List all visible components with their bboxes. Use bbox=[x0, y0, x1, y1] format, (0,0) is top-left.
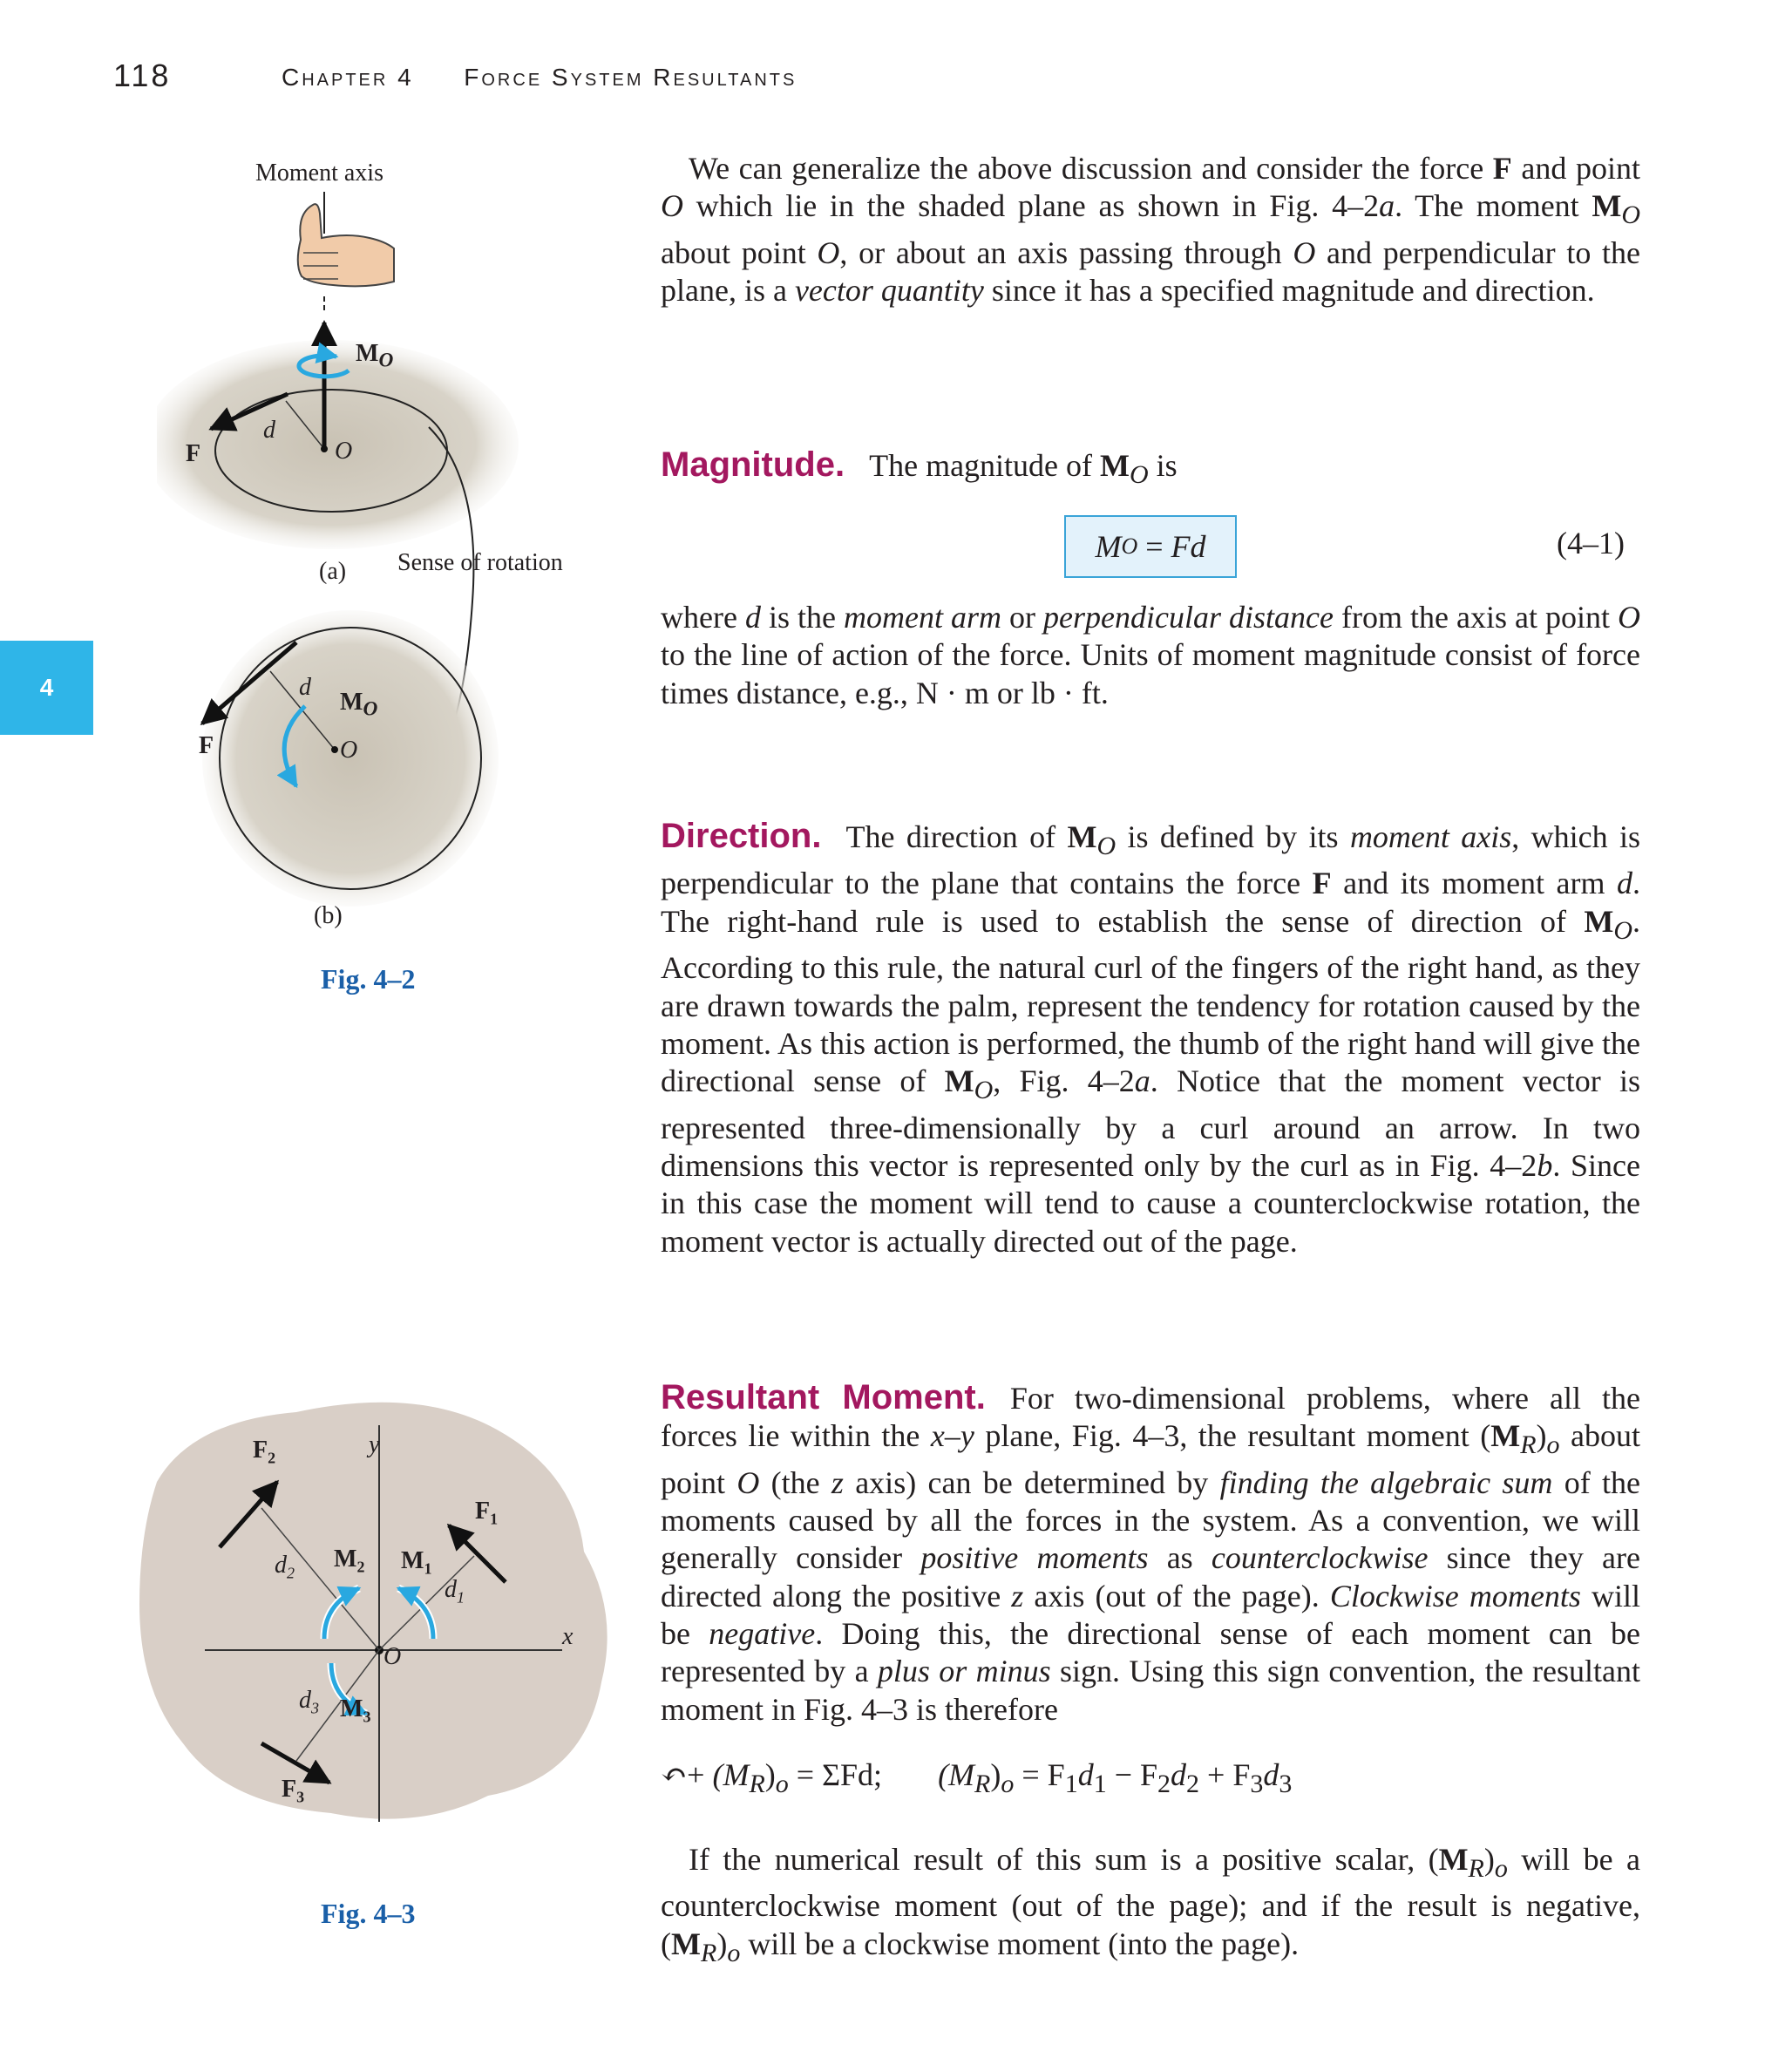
conclusion-paragraph: If the numerical result of this sum is a positive scalar, $(M_R)_o$ will be a counterclockwise moment (out of the page); and if the result is negative, $(M_R)_o$ will be a clockwise moment (into the page). bbox=[661, 1842, 1640, 1967]
magnitude-section: Magnitude. The magnitude of $M_O$ is bbox=[661, 445, 1178, 490]
magnitude-paragraph: where d is the moment arm or perpendicular distance from the axis at point O to the line of action of the force. Units of moment magnitude consist of force times distance, e.g., N · m or lb · ft. bbox=[661, 600, 1640, 710]
label-o-b: O bbox=[340, 737, 358, 764]
label-d3: $d_3$ bbox=[299, 1687, 319, 1717]
label-f-b: F bbox=[199, 732, 214, 759]
label-o-a: O bbox=[335, 438, 353, 465]
intro-paragraph: We can generalize the above discussion and consider the force F and point O which lie in the shaded plane as shown in Fig. 4–2a. The moment $M_O$ about point O, or about an axis passing through O and perpendicular to the plane, is a vector quantity since it has a specified magnitude and direction. bbox=[661, 151, 1641, 309]
label-mo-b: $M_O$ bbox=[340, 689, 378, 721]
right-hand-icon bbox=[298, 204, 394, 286]
equation-number: (4–1) bbox=[1557, 526, 1625, 560]
chapter-label: Chapter 4 bbox=[282, 64, 414, 91]
resultant-equation: ↶+ $(M_R)_o = \Sigma Fd$; $(M_R)_o = F_1d_1 - F_2d_2 + F_3d_3$ bbox=[661, 1757, 1293, 1799]
caption-fig-4-2: Fig. 4–2 bbox=[321, 963, 416, 995]
direction-heading: Direction. bbox=[661, 817, 822, 855]
chapter-tab-label: 4 bbox=[39, 674, 54, 701]
label-d2: $d_2$ bbox=[275, 1552, 295, 1582]
label-f1: $F_1$ bbox=[475, 1498, 499, 1528]
chapter-heading bbox=[282, 64, 797, 92]
label-b: (b) bbox=[314, 902, 343, 929]
label-f2: $F_2$ bbox=[253, 1437, 276, 1467]
label-a: (a) bbox=[319, 558, 347, 585]
magnitude-heading: Magnitude. bbox=[661, 445, 845, 484]
label-f3: $F_3$ bbox=[282, 1776, 305, 1806]
chapter-title: Force System Resultants bbox=[464, 64, 797, 91]
label-sense-of-rotation: Sense of rotation bbox=[397, 549, 563, 576]
caption-fig-4-3: Fig. 4–3 bbox=[321, 1898, 416, 1929]
label-f-a: F bbox=[186, 440, 201, 467]
label-x: x bbox=[562, 1623, 574, 1650]
point-o-b bbox=[331, 746, 338, 753]
page-number: 118 bbox=[113, 58, 172, 93]
chapter-tab bbox=[0, 641, 93, 735]
shaded-plane-xy bbox=[139, 1403, 607, 1819]
label-d1: $d_1$ bbox=[445, 1576, 465, 1607]
label-m2: $M_2$ bbox=[334, 1546, 365, 1576]
label-m1: $M_1$ bbox=[401, 1547, 432, 1578]
figure-4-2 bbox=[157, 148, 610, 933]
label-d-b: d bbox=[299, 674, 311, 701]
label-m3: $M_3$ bbox=[340, 1695, 371, 1726]
resultant-heading: Resultant Moment. bbox=[661, 1378, 986, 1416]
direction-section: Direction. The direction of $M_O$ is defined by its moment axis, which is perpendicular to the plane that contains the force F and its moment arm d. The right-hand rule is used to establish the sense of direction of $M_O$. According to this rule, the natural curl of the fingers of the right hand, as they are drawn towards the palm, represent the tendency for rotation caused by the moment. As this action is performed, the thumb of the right hand will give the directional sense of $M_O$, Fig. 4–2a. Notice that the moment vector is represented three-dimensionally by a curl around an arrow. In two dimensions this vector is represented only by the curl as in Fig. 4–2b. Since in this case the moment will tend to cause a counterclockwise rotation, the moment vector is actually directed out of the page. bbox=[661, 817, 1640, 1259]
resultant-section: Resultant Moment. For two-dimensional problems, where all the forces lie within the x–y plane, Fig. 4–3, the resultant moment $(M_R)_o$ about point O (the z axis) can be determined by finding the algebraic sum of the moments caused by all the forces in the system. As a convention, we will generally consider positive moments as counterclockwise since they are directed along the positive z axis (out of the page). Clockwise moments will be negative. Doing this, the directional sense of each moment can be represented by a plus or minus sign. Using this sign convention, the resultant moment in Fig. 4–3 is therefore bbox=[661, 1378, 1641, 1727]
point-o-a bbox=[321, 445, 328, 452]
label-d-a: d bbox=[263, 417, 275, 444]
label-moment-axis: Moment axis bbox=[255, 160, 383, 187]
equation-4-1-box: M O = Fd bbox=[1064, 515, 1237, 578]
label-o-fig43: O bbox=[383, 1643, 402, 1670]
label-mo-a: $M_O$ bbox=[356, 340, 394, 372]
label-y: y bbox=[369, 1431, 380, 1458]
